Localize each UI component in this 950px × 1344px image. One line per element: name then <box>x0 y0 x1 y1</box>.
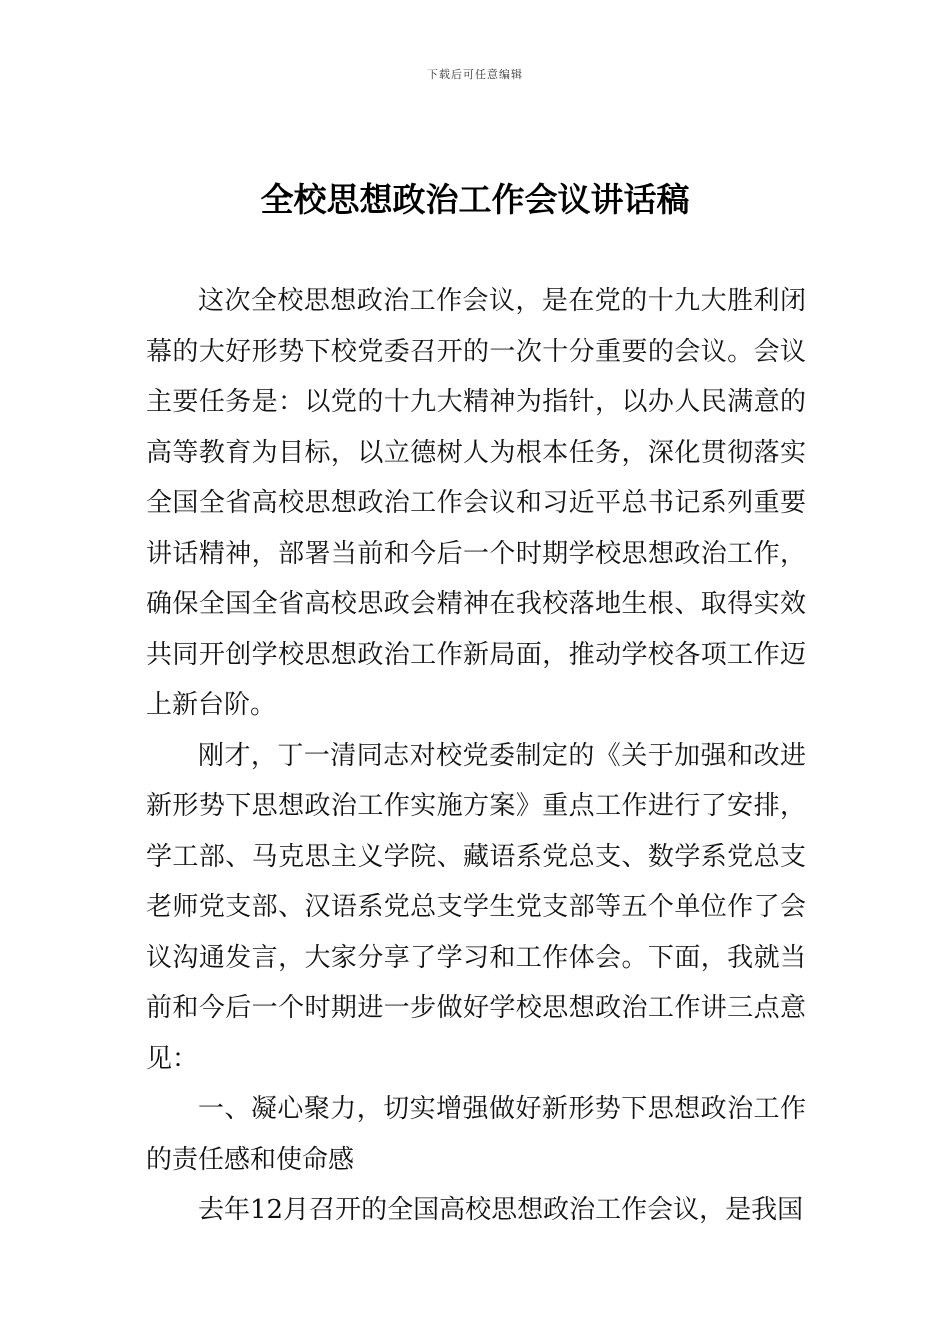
paragraph-section-one-start: 去年12月召开的全国高校思想政治工作会议，是我国 <box>198 1195 804 1225</box>
paragraph-intro: 这次全校思想政治工作会议，是在党的十九大胜利闭幕的大好形势下校党委召开的一次十分重要的会议。会议主要任务是：以党的十九大精神为指针，以办人民满意的高等教育为目标，以立德树人为根本任务，深化贯彻落实全国全省高校思想政治工作会议和习近平总书记系列重要讲话精神，部署当前和今后一个时期学校思想政治工作，确保全国全省高校思政会精神在我校落地生根、取得实效共同开创学校思想政治工作新局面，推动学校各项工作迈上新台阶。 <box>146 286 806 720</box>
section-heading-one: 一、凝心聚力，切实增强做好新形势下思想政治工作的责任感和使命感 <box>146 1094 806 1175</box>
document-body <box>146 276 806 1236</box>
page-header-note: 下载后可任意编辑 <box>427 68 523 81</box>
document-title: 全校思想政治工作会议讲话稿 <box>260 180 690 219</box>
paragraph-arrangement: 刚才，丁一清同志对校党委制定的《关于加强和改进新形势下思想政治工作实施方案》重点工作进行了安排，学工部、马克思主义学院、藏语系党总支、数学系党总支老师党支部、汉语系党总支学生党支部等五个单位作了会议沟通发言，大家分享了学习和工作体会。下面，我就当前和今后一个时期进一步做好学校思想政治工作讲三点意见： <box>146 740 806 1074</box>
